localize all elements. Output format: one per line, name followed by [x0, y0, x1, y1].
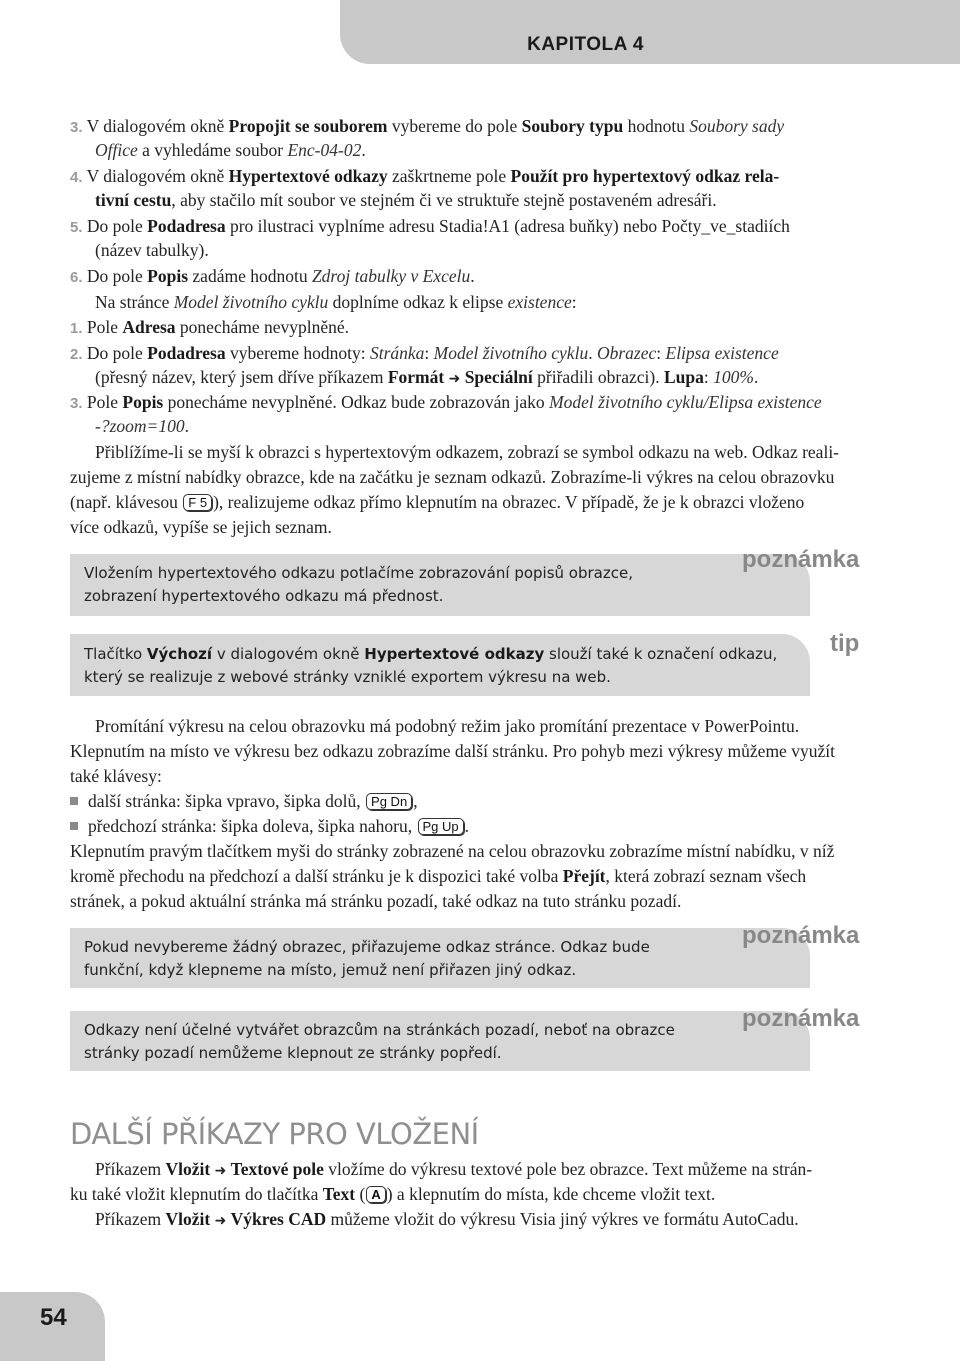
section-line-2: [70, 1182, 715, 1206]
text: vybereme hodnoty:: [225, 343, 370, 363]
ui-term: Hypertextové odkazy: [364, 645, 545, 663]
step-number: 3.: [70, 119, 83, 136]
value-term: Office: [95, 140, 138, 160]
note-text-line: funkční, když klepneme na místo, jemuž není přiřazen jiný odkaz.: [84, 961, 577, 979]
tip-text-line: [84, 643, 777, 665]
text: V dialogovém okně: [86, 116, 229, 136]
text: :: [656, 343, 666, 363]
para1-line-3: [70, 490, 804, 514]
ui-term: Text: [322, 1184, 356, 1204]
value-term: Elipsa existence: [665, 343, 779, 363]
text: předchozí stránka: šipka doleva, šipka nahoru,: [88, 816, 417, 836]
text: :: [424, 343, 434, 363]
step-b3-line-2: [95, 414, 189, 438]
note-text-line: Pokud nevybereme žádný obrazec, přiřazujeme odkaz stránce. Odkaz bude: [84, 938, 650, 956]
value-term: Model životního cyklu/Elipsa existence: [549, 392, 822, 412]
ui-term: Hypertextové odkazy: [228, 166, 388, 186]
text: ) a klepnutím do místa, kde chceme vložit text.: [386, 1184, 716, 1204]
ui-term: Vložit: [165, 1209, 211, 1229]
section-title: DALŠÍ PŘÍKAZY PRO VLOŽENÍ: [70, 1117, 479, 1151]
step-b1-line: [70, 315, 349, 341]
para1-line-2: [70, 465, 834, 489]
tip-label: tip: [830, 630, 860, 657]
text: Do pole: [86, 343, 148, 363]
step-number: 4.: [70, 169, 83, 186]
text: kromě přechodu na předchozí a další stránku je k dispozici také volba: [70, 866, 563, 886]
text: přiřadili obrazci).: [532, 367, 664, 387]
text: více odkazů, vypíše se jejich seznam.: [70, 517, 332, 537]
text: další stránka: šipka vpravo, šipka dolů,: [88, 791, 366, 811]
model-intro-line: [95, 290, 577, 314]
text: zaškrtneme pole: [387, 166, 511, 186]
bullet-icon: [70, 822, 78, 830]
text: (přesný název, který jsem dříve příkazem: [95, 367, 388, 387]
step-4-line-1: [70, 164, 779, 190]
value-term: existence: [507, 292, 572, 312]
text: :: [571, 292, 577, 312]
note-box-3: [70, 1011, 810, 1071]
text: pro ilustraci vyplníme adresu Stadia!A1 (adresa buňky) nebo Počty_ve_stadiích: [225, 216, 790, 236]
step-4-line-2: [95, 188, 717, 212]
value-term: Enc-04-02: [287, 140, 362, 160]
bullet-icon: [70, 797, 78, 805]
ui-term: Textové pole: [230, 1159, 324, 1179]
ui-term: Použít pro hypertextový odkaz rela-: [510, 166, 780, 186]
page-number: 54: [40, 1304, 67, 1331]
text: vybereme do pole: [387, 116, 522, 136]
header-tab: [340, 0, 960, 64]
note-text-line: zobrazení hypertextového odkazu má přednost.: [84, 587, 444, 605]
note-text-line: Odkazy není účelné vytvářet obrazcům na stránkách pozadí, neboť na obrazce: [84, 1021, 675, 1039]
text: , která zobrazí seznam všech: [605, 866, 807, 886]
step-b3-line-1: [70, 390, 822, 416]
step-b2-line-1: [70, 341, 779, 367]
menu-arrow-icon: ➜: [448, 371, 461, 387]
value-term: Soubory sady: [689, 116, 785, 136]
ui-term: Lupa: [663, 367, 704, 387]
ui-term: Propojit se souborem: [228, 116, 388, 136]
value-term: Obrazec: [596, 343, 657, 363]
value-term: 100%: [713, 367, 754, 387]
tip-box: [70, 634, 810, 696]
ui-term: Podadresa: [147, 343, 226, 363]
text: zadáme hodnotu: [188, 266, 312, 286]
text: Na stránce: [95, 292, 174, 312]
text: ,: [413, 791, 418, 811]
text: , aby stačilo mít soubor ve stejném či ve struktuře stejně postaveném adresáři.: [171, 190, 717, 210]
note-label: poznámka: [742, 546, 860, 573]
text: .: [464, 816, 470, 836]
value-term: Model životního cyklu: [433, 343, 589, 363]
section-line-1: [95, 1157, 812, 1183]
ui-term: Výkres CAD: [230, 1209, 327, 1229]
value-term: -?zoom=100: [95, 416, 185, 436]
note-text-line: stránky pozadí nemůžeme klepnout ze stránky popředí.: [84, 1044, 502, 1062]
text: .: [361, 140, 366, 160]
text: ponecháme nevyplněné.: [175, 317, 350, 337]
text: (: [355, 1184, 366, 1204]
text: doplníme odkaz k elipse: [328, 292, 508, 312]
note-text-line: Vložením hypertextového odkazu potlačíme zobrazování popisů obrazce,: [84, 564, 633, 582]
para1-line-4: [70, 515, 332, 539]
text: Příkazem: [95, 1159, 166, 1179]
step-3-line-1: [70, 114, 784, 140]
ui-term: Popis: [122, 392, 164, 412]
text-tool-icon: A: [366, 1186, 385, 1203]
ui-term: Soubory typu: [521, 116, 624, 136]
list-item: [70, 814, 469, 838]
para1-line-1: [95, 440, 839, 464]
menu-arrow-icon: ➜: [214, 1163, 227, 1179]
text: vložíme do výkresu textové pole bez obrazce. Text můžeme na strán-: [323, 1159, 813, 1179]
step-5-line-1: [70, 214, 790, 240]
text: můžeme vložit do výkresu Visia jiný výkres ve formátu AutoCadu.: [326, 1209, 799, 1229]
step-number: 3.: [70, 395, 83, 412]
para2-line-1: Promítání výkresu na celou obrazovku má podobný režim jako promítání prezentace v PowerPointu.: [95, 716, 800, 736]
value-term: Stránka: [369, 343, 425, 363]
text: Do pole: [86, 216, 148, 236]
ui-term: Speciální: [464, 367, 533, 387]
text: V dialogovém okně: [86, 166, 229, 186]
text: (název tabulky).: [95, 240, 209, 260]
text: Pole: [86, 392, 123, 412]
text: .: [470, 266, 475, 286]
text: .: [184, 416, 189, 436]
note-box-1: [70, 554, 810, 616]
text: (např. klávesou: [70, 492, 183, 512]
text: Příkazem: [95, 1209, 166, 1229]
section-line-3: [95, 1207, 799, 1233]
step-number: 5.: [70, 219, 83, 236]
step-number: 6.: [70, 269, 83, 286]
para2-line-3: také klávesy:: [70, 766, 162, 786]
note-label: poznámka: [742, 922, 860, 949]
list-item: [70, 789, 418, 813]
text: .: [753, 367, 759, 387]
text: ku také vložit klepnutím do tlačítka: [70, 1184, 323, 1204]
text: Přiblížíme-li se myší k obrazci s hypertextovým odkazem, zobrazí se symbol odkazu na web. Odkaz reali-: [95, 442, 840, 462]
ui-term: Vložit: [165, 1159, 211, 1179]
text: hodnotu: [623, 116, 690, 136]
ui-term: Adresa: [122, 317, 176, 337]
ui-term: tivní cestu: [95, 190, 172, 210]
text: Do pole: [86, 266, 148, 286]
text: zujeme z místní nabídky obrazce, kde na začátku je seznam odkazů. Zobrazíme-li výkres na celou obrazovku: [70, 467, 835, 487]
text: ), realizujeme odkaz přímo klepnutím na obrazec. V případě, že je k obrazci vloženo: [213, 492, 805, 512]
value-term: Model životního cyklu: [173, 292, 329, 312]
text: .: [588, 343, 597, 363]
step-b2-line-2: [95, 365, 758, 391]
ui-term: Formát: [387, 367, 445, 387]
ui-term: Popis: [147, 266, 189, 286]
chapter-label: KAPITOLA 4: [527, 34, 644, 55]
text: ponecháme nevyplněné. Odkaz bude zobrazován jako: [163, 392, 550, 412]
ui-term: Výchozí: [146, 645, 213, 663]
text: :: [703, 367, 714, 387]
key-pgup: Pg Up: [418, 818, 464, 835]
text: Tlačítko: [84, 645, 147, 663]
para2-line-6: stránek, a pokud aktuální stránka má stránku pozadí, také odkaz na tuto stránku pozadí.: [70, 891, 682, 911]
ui-term: Podadresa: [147, 216, 226, 236]
step-6-line: [70, 264, 475, 290]
step-5-line-2: [95, 238, 209, 262]
note-box-2: [70, 928, 810, 988]
value-term: Zdroj tabulky v Excelu: [311, 266, 471, 286]
key-pgdn: Pg Dn: [366, 793, 412, 810]
text: v dialogovém okně: [212, 645, 365, 663]
ui-term: Přejít: [562, 866, 606, 886]
text: a vyhledáme soubor: [137, 140, 288, 160]
text: Pole: [86, 317, 123, 337]
step-number: 1.: [70, 320, 83, 337]
para2-line-5: [70, 864, 806, 888]
menu-arrow-icon: ➜: [214, 1213, 227, 1229]
text: slouží také k označení odkazu,: [544, 645, 778, 663]
para2-line-4: Klepnutím pravým tlačítkem myši do stránky zobrazené na celou obrazovku zobrazíme místní nabídku, v níž: [70, 841, 835, 861]
step-number: 2.: [70, 346, 83, 363]
para2-line-2: Klepnutím na místo ve výkresu bez odkazu zobrazíme další stránku. Pro pohyb mezi výkresy můžeme využít: [70, 741, 835, 761]
note-label: poznámka: [742, 1005, 860, 1032]
step-3-line-2: [95, 138, 366, 162]
tip-text-line: který se realizuje z webové stránky vzniklé exportem výkresu na web.: [84, 668, 611, 686]
key-f5: F 5: [183, 494, 212, 511]
